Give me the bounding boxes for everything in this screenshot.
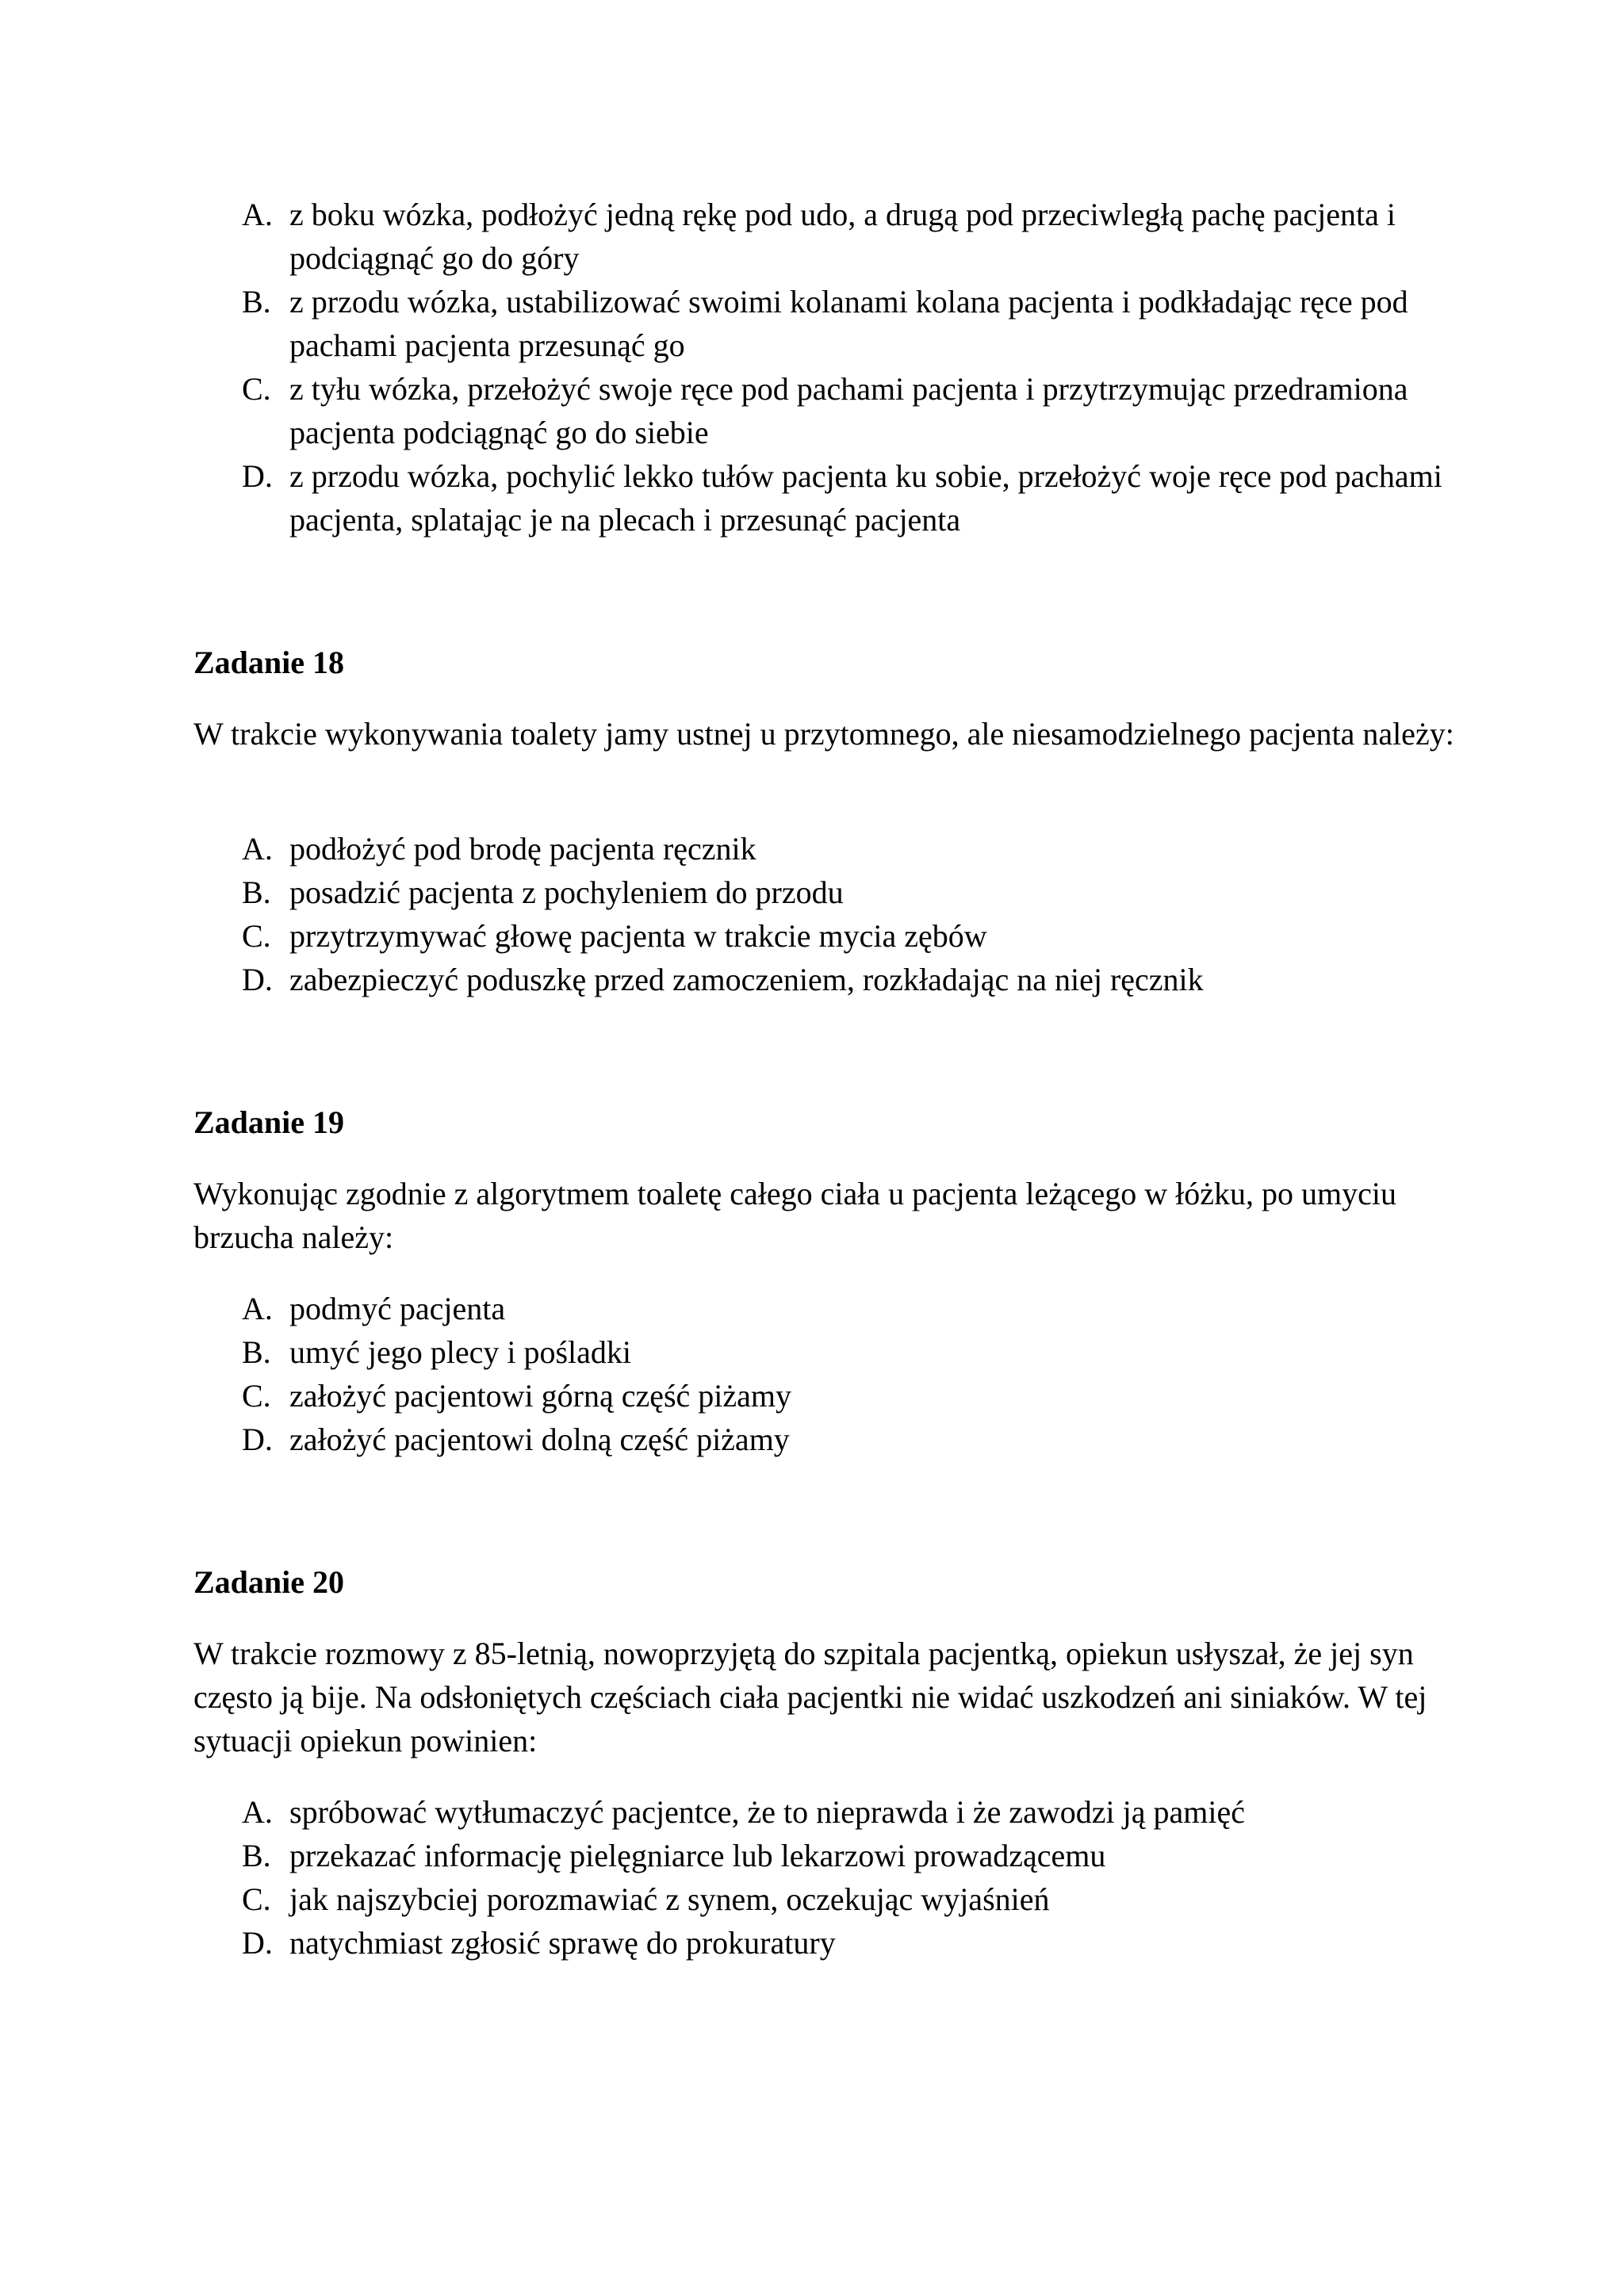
task18-option-d <box>242 958 1479 1001</box>
option-letter: B. <box>242 874 271 910</box>
option-text: umyć jego plecy i pośladki <box>289 1334 632 1370</box>
task19-option-a <box>242 1287 1479 1330</box>
task20-option-b <box>242 1834 1479 1877</box>
task20-option-a <box>242 1790 1479 1834</box>
task18-question: W trakcie wykonywania toalety jamy ustnej u przytomnego, ale niesamodzielnego pacjenta należy: <box>193 716 1454 752</box>
option-letter: B. <box>242 1334 271 1370</box>
option-letter: B. <box>242 1838 271 1873</box>
task17-option-a <box>242 193 1479 280</box>
option-letter: D. <box>242 458 273 494</box>
option-letter: D. <box>242 962 273 997</box>
option-text: przytrzymywać głowę pacjenta w trakcie mycia zębów <box>289 918 987 954</box>
task18-heading: Zadanie 18 <box>193 645 345 680</box>
option-letter: C. <box>242 918 271 954</box>
option-text: założyć pacjentowi górną część piżamy <box>289 1378 792 1414</box>
option-text: posadzić pacjenta z pochyleniem do przodu <box>289 874 844 910</box>
task20-question: W trakcie rozmowy z 85-letnią, nowoprzyjętą do szpitala pacjentką, opiekun usłyszał, że jej syn często ją bije. Na odsłoniętych częściach ciała pacjentki nie widać uszkodzeń ani siniaków. W tej sytuacji opiekun powinien: <box>193 1636 1427 1758</box>
task19-question: Wykonując zgodnie z algorytmem toaletę całego ciała u pacjenta leżącego w łóżku, po umyciu brzucha należy: <box>193 1176 1396 1255</box>
option-letter: A. <box>242 1291 273 1326</box>
option-letter: A. <box>242 197 273 232</box>
task20-option-d <box>242 1921 1479 1965</box>
option-text: przekazać informację pielęgniarce lub lekarzowi prowadzącemu <box>289 1838 1106 1873</box>
task17-option-d <box>242 454 1479 541</box>
option-letter: C. <box>242 371 271 407</box>
option-letter: C. <box>242 1378 271 1414</box>
task20-heading: Zadanie 20 <box>193 1564 345 1600</box>
option-text: założyć pacjentowi dolną część piżamy <box>289 1422 790 1457</box>
option-text: z boku wózka, podłożyć jedną rękę pod udo, a drugą pod przeciwległą pachę pacjenta i podciągnąć go do góry <box>289 197 1396 276</box>
task17-option-c <box>242 367 1479 454</box>
option-text: podmyć pacjenta <box>289 1291 506 1326</box>
task18-option-c <box>242 914 1479 958</box>
task17-option-b <box>242 280 1479 367</box>
task18-option-a <box>242 827 1479 871</box>
task19-option-d <box>242 1418 1479 1461</box>
task18-option-b <box>242 871 1479 914</box>
option-letter: B. <box>242 284 271 320</box>
option-text: z przodu wózka, ustabilizować swoimi kolanami kolana pacjenta i podkładając ręce pod pachami pacjenta przesunąć go <box>289 284 1408 363</box>
option-letter: A. <box>242 1794 273 1830</box>
task19-option-b <box>242 1330 1479 1374</box>
option-text: z przodu wózka, pochylić lekko tułów pacjenta ku sobie, przełożyć woje ręce pod pachami pacjenta, splatając je na plecach i przesunąć pacjenta <box>289 458 1442 538</box>
option-letter: C. <box>242 1881 271 1917</box>
option-letter: D. <box>242 1925 273 1961</box>
task19-heading: Zadanie 19 <box>193 1104 345 1140</box>
option-text: spróbować wytłumaczyć pacjentce, że to nieprawda i że zawodzi ją pamięć <box>289 1794 1245 1830</box>
option-text: natychmiast zgłosić sprawę do prokuratury <box>289 1925 836 1961</box>
option-letter: D. <box>242 1422 273 1457</box>
option-text: jak najszybciej porozmawiać z synem, oczekując wyjaśnień <box>289 1881 1050 1917</box>
option-letter: A. <box>242 831 273 867</box>
option-text: z tyłu wózka, przełożyć swoje ręce pod pachami pacjenta i przytrzymując przedramiona pacjenta podciągnąć go do siebie <box>289 371 1408 450</box>
option-text: podłożyć pod brodę pacjenta ręcznik <box>289 831 756 867</box>
task19-option-c <box>242 1374 1479 1418</box>
option-text: zabezpieczyć poduszkę przed zamoczeniem, rozkładając na niej ręcznik <box>289 962 1204 997</box>
task20-option-c <box>242 1877 1479 1921</box>
